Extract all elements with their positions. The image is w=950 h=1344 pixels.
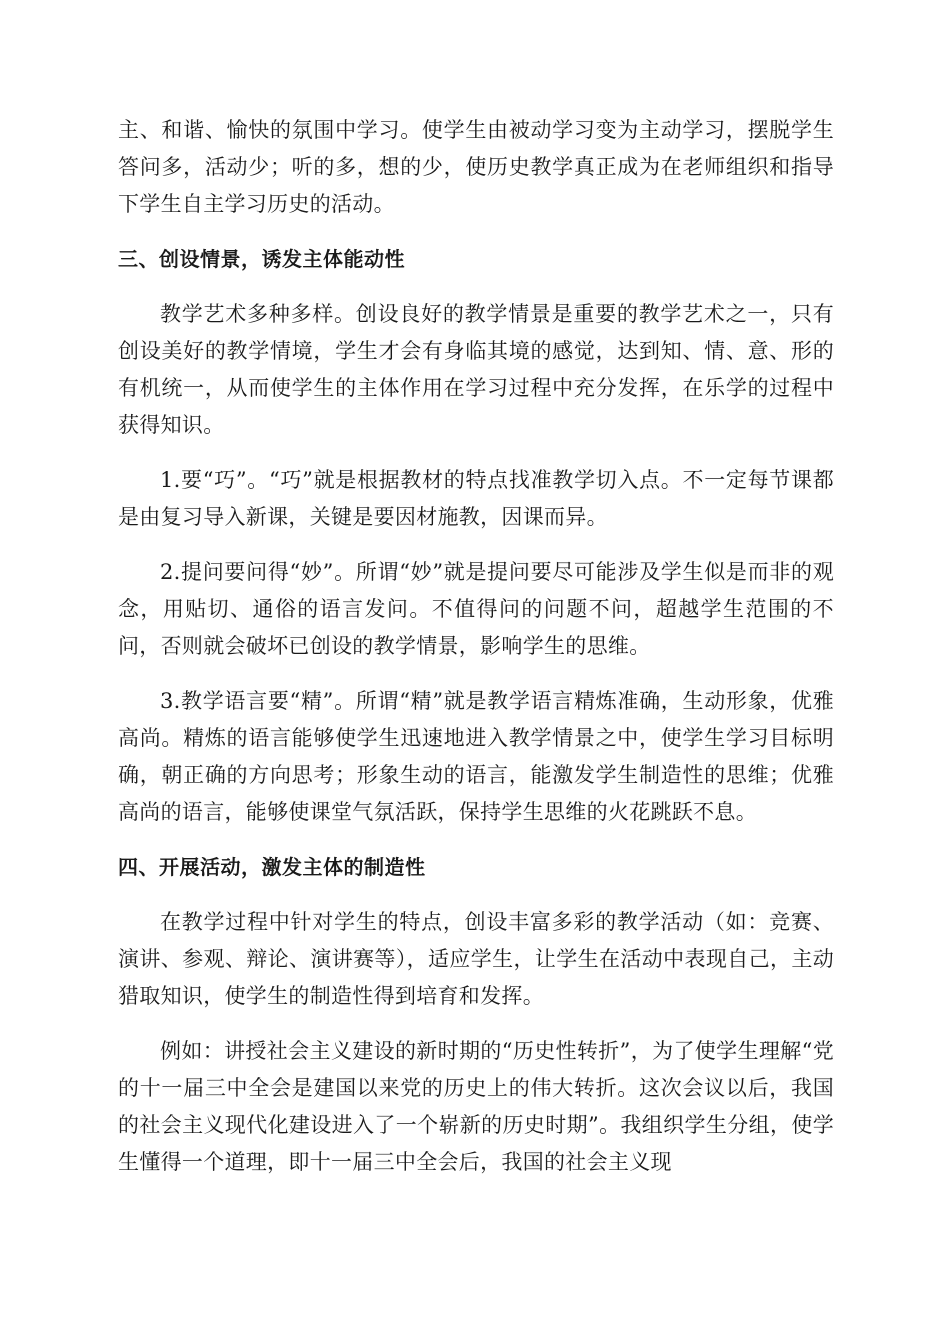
- paragraph-point-1: 1.要“巧”。“巧”就是根据教材的特点找准教学切入点。不一定每节课都是由复习导入新课，关键是要因材施教，因课而异。: [118, 468, 834, 529]
- section-heading-4: 四、开展活动，激发主体的制造性: [118, 855, 426, 879]
- paragraph-teaching-art: 教学艺术多种多样。创设良好的教学情景是重要的教学艺术之一，只有创设美好的教学情境，学生才会有身临其境的感觉，达到知、情、意、形的有机统一，从而使学生的主体作用在学习过程中充分发挥，在乐学的过程中获得知识。: [118, 302, 834, 437]
- paragraph-example: 例如：讲授社会主义建设的新时期的“历史性转折”，为了使学生理解“党的十一届三中全会是建国以来党的历史上的伟大转折。这次会议以后，我国的社会主义现代化建设进入了一个崭新的历史时期”。我组织学生分组，使学生懂得一个道理，即十一届三中全会后，我国的社会主义现: [118, 1039, 834, 1174]
- paragraph-continuation: 主、和谐、愉快的氛围中学习。使学生由被动学习变为主动学习，摆脱学生答问多，活动少；听的多，想的少，使历史教学真正成为在老师组织和指导下学生自主学习历史的活动。: [118, 118, 834, 216]
- document-page: [118, 112, 834, 1181]
- paragraph-point-2: 2.提问要问得“妙”。所谓“妙”就是提问要尽可能涉及学生似是而非的观念，用贴切、通俗的语言发问。不值得问的问题不问，超越学生范围的不问，否则就会破坏已创设的教学情景，影响学生的思维。: [118, 560, 834, 658]
- section-heading-3: 三、创设情景，诱发主体能动性: [118, 247, 405, 271]
- paragraph-activities: 在教学过程中针对学生的特点，创设丰富多彩的教学活动（如：竞赛、演讲、参观、辩论、演讲赛等），适应学生，让学生在活动中表现自己，主动猎取知识，使学生的制造性得到培育和发挥。: [118, 910, 834, 1008]
- paragraph-point-3: 3.教学语言要“精”。所谓“精”就是教学语言精炼准确，生动形象，优雅高尚。精炼的语言能够使学生迅速地进入教学情景之中，使学生学习目标明确，朝正确的方向思考；形象生动的语言，能激发学生制造性的思维；优雅高尚的语言，能够使课堂气氛活跃，保持学生思维的火花跳跃不息。: [118, 689, 834, 824]
